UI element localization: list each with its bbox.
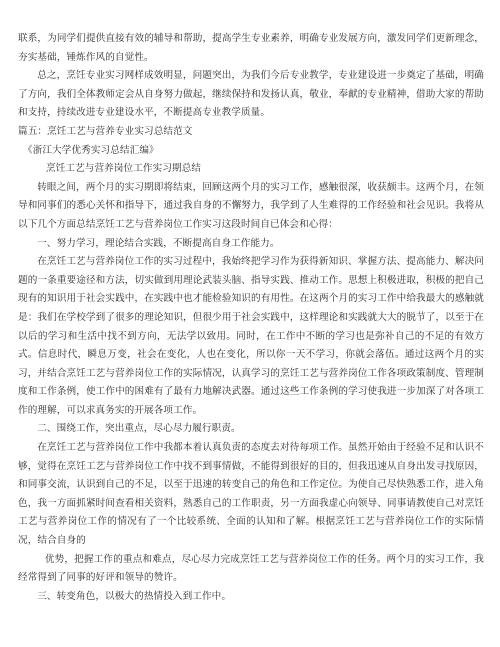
paragraph-point-two: 在烹饪工艺与营养岗位工作中我都本着认真负责的态度去对待每项工作。虽然开始由于经验不足和认识不够，觉得在烹饪工艺与营养岗位工作中找不到事情做，不能得到很好的目的，但我迅速从自身出发寻找原因，和同事交流，认识到自己的不足，以至于迅速的转变自己的角色和工作定位。为使自己尽快熟悉工作，进入角色，我一方面抓紧时间查看相关资料，熟悉自己的工作职责，另一方面我虚心向领导、同事请教使自己对烹饪工艺与营养岗位工作的情况有了一个比较系统、全面的认知和了解。根据烹饪工艺与营养岗位工作的实际情况，结合自身的 [18,442,484,547]
paragraph-intro: 联系，为同学们提供直接有效的辅导和帮助，提高学生专业素养，明确专业发展方向，激发同学们更新理念，夯实基础，锤炼作风的自觉性。 [18,33,484,63]
section-heading: 篇五：烹饪工艺与营养专业实习总结范文 [18,125,193,137]
paragraph-point-one: 在烹饪工艺与营养岗位工作的实习过程中，我始终把学习作为获得新知识、掌握方法、提高能力、解决问题的一条重要途径和方法，切实做到用理论武装头脑、指导实践、推动工作。思想上积极进取，积极的把自己现有的知识用于社会实践中，在实践中也才能检验知识的有用性。在这两个月的实习工作中给我最大的感触就是：我们在学校学到了很多的理论知识，但很少用于社会实践中，这样理论和实践就大大的脱节了，以至于在以后的学习和生活中找不到方向，无法学以致用。同时，在工作中不断的学习也是弥补自己的不足的有效方式。信息时代，瞬息万变，社会在变化，人也在变化，所以你一天不学习，你就会落伍。通过这两个月的实习，并结合烹饪工艺与营养岗位工作的实际情况，认真学习的烹饪工艺与营养岗位工作各项政策制度、管理制度和工作条例，使工作中的困难有了最有力地解决武器。通过这些工作条例的学习使我进一步加深了对各项工作的理解，可以求真务实的开展各项工作。 [18,256,484,416]
heading-point-three: 三、转变角色，以极大的热情投入到工作中。 [37,590,232,602]
paragraph-opening: 转眼之间，两个月的实习期即将结束，回顾这两个月的实习工作，感触很深，收获颇丰。这两个月，在领导和同事们的悉心关怀和指导下，通过我自身的不懈努力，我学到了人生难得的工作经验和社会见识。我将从以下几个方面总结烹饪工艺与营养岗位工作实习这段时间自已体会和心得： [18,181,484,230]
paragraph-point-two-continued: 优势，把握工作的重点和难点，尽心尽力完成烹饪工艺与营养岗位工作的任务。两个月的实习工作，我经常得到了同事的好评和领导的赞许。 [18,553,484,584]
paragraph-summary: 总之，烹饪专业实习网样成效明显，问题突出，为我们今后专业教学，专业建设进一步奠定了基础，明确了方向，我们全体教师定会从自身努力做起，继续保持和发扬认真，敬业，奉献的专业精神，借助大家的帮助和支持，持续改进专业建设水平，不断提高专业教学质量。 [18,70,484,119]
document-subtitle: 烹饪工艺与营养岗位工作实习期总结 [46,163,202,175]
document-title: 《浙江大学优秀实习总结汇编》 [23,144,159,156]
heading-point-one: 一、努力学习，理论结合实践，不断提高自身工作能力。 [37,237,280,249]
document-page [18,30,484,606]
heading-point-two: 二、围绕工作，突出重点，尽心尽力履行职责。 [37,423,241,435]
